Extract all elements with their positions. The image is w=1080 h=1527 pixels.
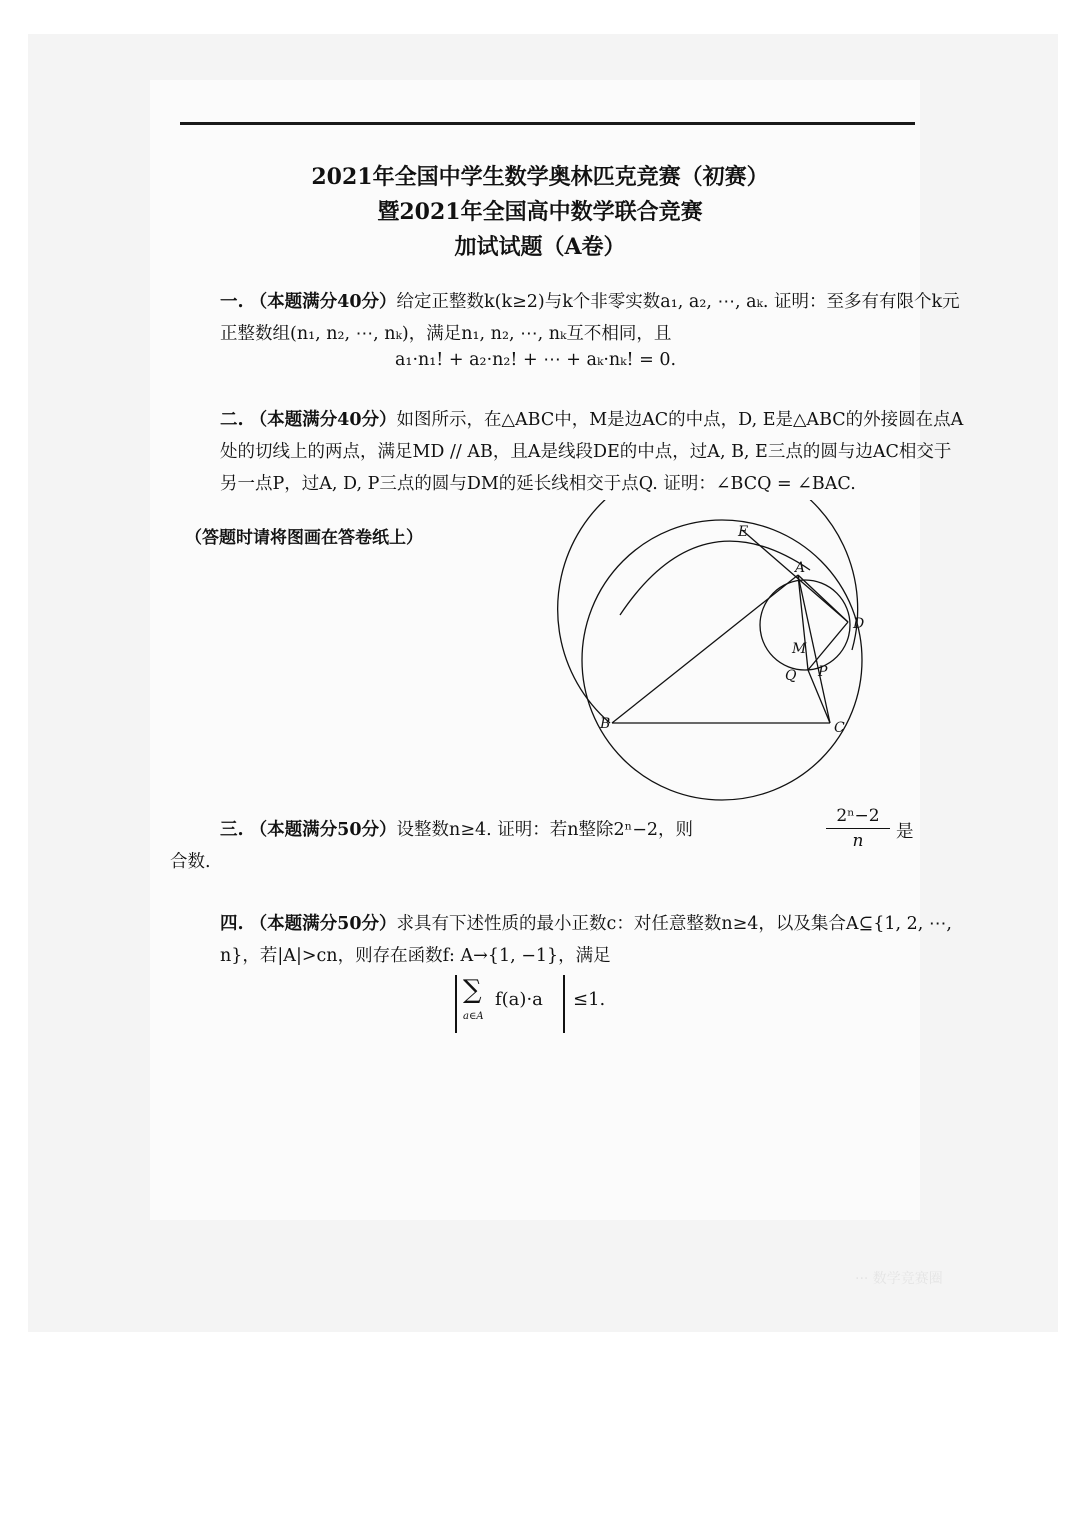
label-m: M bbox=[792, 641, 807, 657]
problem-1-equation: a₁·n₁! + a₂·n₂! + ⋯ + aₖ·nₖ! = 0. bbox=[395, 350, 677, 370]
label-q: Q bbox=[785, 668, 797, 684]
problem-4-text: 求具有下述性质的最小正数c：对任意整数n≥4，以及集合A⊆{1, 2, ⋯, n}，若|A|>cn，则存在函数f: A→{1, −1}，满足 bbox=[220, 914, 952, 966]
problem-2-note: （答题时请将图画在答卷纸上） bbox=[185, 528, 423, 548]
problem-3-text: 设整数n≥4. 证明：若n整除2ⁿ−2，则 bbox=[396, 820, 694, 840]
problem-3-text-2: 合数. bbox=[170, 852, 211, 872]
problem-2 bbox=[170, 404, 965, 500]
problem-4-sum-expression bbox=[455, 975, 655, 1033]
circumcircle-abc bbox=[582, 520, 865, 800]
watermark: ··· 数学竞赛圈 bbox=[855, 1271, 943, 1287]
circle-abe-arc bbox=[558, 500, 858, 723]
label-p: P bbox=[818, 664, 828, 680]
geometry-figure bbox=[520, 500, 910, 805]
problem-1 bbox=[170, 286, 965, 350]
problem-3-fraction bbox=[826, 806, 890, 851]
problem-1-text: 给定正整数k(k≥2)与k个非零实数a₁, a₂, ⋯, aₖ. 证明：至多有有限个k元正整数组(n₁, n₂, ⋯, nₖ)，满足n₁, n₂, ⋯, nₖ互不相同，且 bbox=[220, 292, 960, 344]
tangent-line-de bbox=[742, 530, 848, 622]
label-a: A bbox=[795, 560, 806, 576]
fraction-numerator: 2ⁿ−2 bbox=[826, 806, 890, 829]
segment-ab bbox=[612, 575, 798, 723]
label-b: B bbox=[600, 716, 611, 732]
header-rule bbox=[180, 122, 915, 125]
label-e: E bbox=[738, 524, 749, 540]
problem-4-label: 四. （本题满分50分） bbox=[220, 914, 397, 934]
problem-3-label: 三. （本题满分50分） bbox=[220, 820, 397, 840]
title-line-1: 2021年全国中学生数学奥林匹克竞赛（初赛） bbox=[311, 164, 769, 190]
problem-4 bbox=[170, 908, 965, 972]
summation-bound: ≤1. bbox=[573, 989, 606, 1010]
title-line-2: 暨2021年全国高中数学联合竞赛 bbox=[377, 199, 703, 225]
label-c: C bbox=[834, 720, 845, 736]
problem-3-after: 是 bbox=[896, 822, 914, 842]
problem-2-text: 如图所示，在△ABC中，M是边AC的中点，D, E是△ABC的外接圆在点A处的切线上的两点，满足MD // AB，且A是线段DE的中点，过A, B, E三点的圆与边AC相交于另一点P，过A, D, P三点的圆与DM的延长线相交于点Q. 证明：∠BCQ = ∠BAC. bbox=[220, 410, 964, 494]
problem-1-label: 一. （本题满分40分） bbox=[220, 292, 397, 312]
summation-symbol: ∑ bbox=[463, 975, 482, 1005]
title-line-3: 加试试题（A卷） bbox=[454, 234, 626, 260]
label-d: D bbox=[853, 616, 865, 632]
circle-abe-arc-upper bbox=[620, 541, 810, 615]
abs-bar-left bbox=[455, 975, 457, 1033]
summation-body: f(a)·a bbox=[495, 989, 543, 1010]
fraction-denominator: n bbox=[852, 831, 864, 851]
summation-subscript: a∈A bbox=[463, 1011, 484, 1022]
abs-bar-right bbox=[563, 975, 565, 1033]
problem-2-label: 二. （本题满分40分） bbox=[220, 410, 397, 430]
segment-ad bbox=[798, 575, 848, 622]
